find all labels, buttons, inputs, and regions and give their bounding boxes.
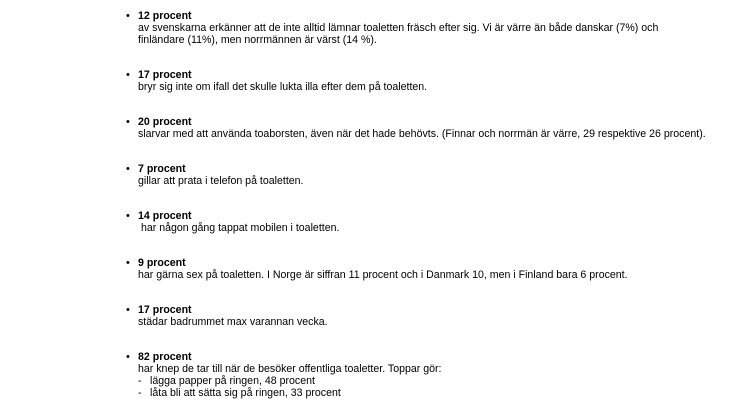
list-item bbox=[0, 351, 746, 399]
list-item bbox=[0, 116, 746, 140]
sub-item-text: lägga papper på ringen, 48 procent bbox=[150, 375, 315, 387]
item-text: slarvar med att använda toaborsten, även när det hade behövts. (Finnar och norrmän är värre, 29 respektive 26 procent). bbox=[138, 128, 706, 140]
bullet: • bbox=[126, 257, 130, 269]
bullet: • bbox=[126, 163, 130, 175]
item-text: städar badrummet max varannan vecka. bbox=[138, 316, 328, 328]
dash: - bbox=[138, 375, 142, 387]
item-text: har gärna sex på toaletten. I Norge är siffran 11 procent och i Danmark 10, men i Finland bara 6 procent. bbox=[138, 269, 628, 281]
bullet: • bbox=[126, 304, 130, 316]
sub-list-item bbox=[138, 387, 706, 399]
item-title: 14 procent bbox=[138, 210, 192, 222]
item-text: har knep de tar till när de besöker offentliga toaletter. Toppar gör: bbox=[138, 363, 442, 375]
item-title: 17 procent bbox=[138, 304, 192, 316]
item-text: bryr sig inte om ifall det skulle lukta illa efter dem på toaletten. bbox=[138, 81, 428, 93]
bullet: • bbox=[126, 210, 130, 222]
item-text: av svenskarna erkänner att de inte alltid lämnar toaletten fräsch efter sig. Vi är värre än både danskar (7%) och finländare (11%), men norrmännen är värst (14 %). bbox=[138, 22, 659, 46]
sub-item-text: låta bli att sätta sig på ringen, 33 procent bbox=[150, 387, 341, 399]
item-title: 20 procent bbox=[138, 116, 192, 128]
list-item bbox=[0, 163, 746, 187]
list-item bbox=[0, 10, 746, 46]
item-text: har någon gång tappat mobilen i toaletten. bbox=[138, 222, 340, 234]
dash: - bbox=[138, 387, 142, 399]
bullet: • bbox=[126, 10, 130, 22]
bullet: • bbox=[126, 116, 130, 128]
list-item bbox=[0, 69, 746, 93]
item-text: gillar att prata i telefon på toaletten. bbox=[138, 175, 304, 187]
bullet: • bbox=[126, 351, 130, 363]
sub-list-item bbox=[138, 375, 706, 387]
list-item bbox=[0, 257, 746, 281]
item-title: 12 procent bbox=[138, 10, 192, 22]
item-title: 9 procent bbox=[138, 257, 186, 269]
bullet: • bbox=[126, 69, 130, 81]
item-title: 82 procent bbox=[138, 351, 192, 363]
sub-list bbox=[138, 375, 706, 399]
list-item bbox=[0, 210, 746, 234]
statistics-list bbox=[0, 10, 746, 399]
item-title: 17 procent bbox=[138, 69, 192, 81]
item-title: 7 procent bbox=[138, 163, 186, 175]
list-item bbox=[0, 304, 746, 328]
